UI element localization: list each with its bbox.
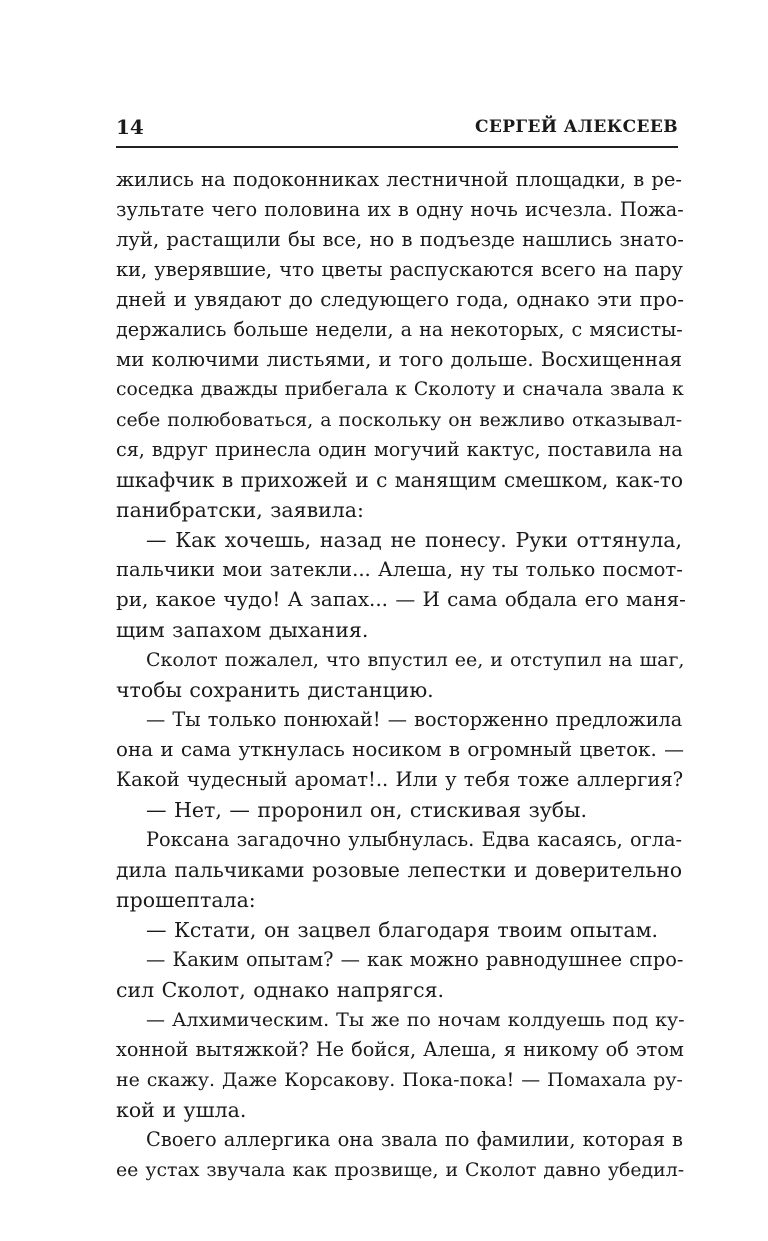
text-line: ся, вдруг принесла один могучий кактус, поставила на bbox=[116, 438, 683, 461]
text-line: щим запахом дыхания. bbox=[116, 618, 369, 642]
text-line: ки, уверявшие, что цветы распускаются всего на пару bbox=[116, 258, 683, 281]
text-line: — Алхимическим. Ты же по ночам колдуешь под ку- bbox=[146, 1009, 685, 1031]
text-line: — Кстати, он зацвел благодаря твоим опытам. bbox=[146, 918, 659, 942]
text-line: пальчики мои затекли... Алеша, ну ты только посмот- bbox=[116, 558, 683, 581]
running-head-author: СЕРГЕЙ АЛЕКСЕЕВ bbox=[474, 117, 678, 137]
text-line: панибратски, заявила: bbox=[116, 498, 364, 522]
text-line: прошептала: bbox=[116, 888, 256, 912]
text-line: — Нет, — проронил он, стискивая зубы. bbox=[146, 798, 587, 822]
text-line: — Ты только понюхай! — восторженно предложила bbox=[146, 708, 683, 731]
text-line: Сколот пожалел, что впустил ее, и отступил на шаг, bbox=[146, 649, 685, 671]
text-line: хонной вытяжкой? Не бойся, Алеша, я никому об этом bbox=[116, 1038, 684, 1061]
text-line: Какой чудесный аромат!.. Или у тебя тоже аллергия? bbox=[116, 768, 684, 791]
text-line: ри, какое чудо! А запах... — И сама обдала его маня- bbox=[116, 588, 686, 611]
text-line: — Как хочешь, назад не понесу. Руки оттянула, bbox=[146, 528, 682, 552]
text-line: не скажу. Даже Корсакову. Пока-пока! — Помахала ру- bbox=[116, 1069, 683, 1091]
text-line: дила пальчиками розовые лепестки и доверительно bbox=[116, 858, 682, 882]
text-line: соседка дважды прибегала к Сколоту и сначала звала к bbox=[116, 379, 684, 400]
text-line: кой и ушла. bbox=[116, 1098, 247, 1122]
body-text bbox=[116, 165, 686, 1185]
running-head bbox=[116, 114, 678, 144]
text-line: ми колючими листьями, и того дольше. Восхищенная bbox=[116, 348, 682, 371]
text-line: Своего аллергика она звала по фамилии, которая в bbox=[146, 1128, 683, 1151]
text-line: она и сама уткнулась носиком в огромный цветок. — bbox=[116, 738, 684, 761]
text-line: дней и увядают до следующего года, однако эти про- bbox=[116, 288, 684, 311]
text-line: себе полюбоваться, а поскольку он вежливо отказывал- bbox=[116, 409, 683, 431]
text-line: шкафчик в прихожей и с манящим смешком, как-то bbox=[116, 468, 684, 492]
text-line: Роксана загадочно улыбнулась. Едва касаясь, огла- bbox=[146, 828, 682, 851]
text-line: зультате чего половина их в одну ночь исчезла. Пожа- bbox=[116, 198, 684, 221]
text-line: ее устах звучала как прозвище, и Сколот давно убедил- bbox=[116, 1159, 685, 1181]
text-line: сил Сколот, однако напрягся. bbox=[116, 978, 445, 1002]
page-number: 14 bbox=[116, 115, 144, 139]
text-line: — Каким опытам? — как можно равнодушнее спро- bbox=[146, 948, 684, 971]
header-rule bbox=[116, 146, 678, 148]
text-line: луй, растащили бы все, но в подъезде нашлись знато- bbox=[116, 228, 684, 251]
text-line: чтобы сохранить дистанцию. bbox=[116, 678, 434, 702]
text-line: жились на подоконниках лестничной площадки, в ре- bbox=[116, 168, 682, 191]
text-line: держались больше недели, а на некоторых, с мясисты- bbox=[116, 318, 683, 341]
